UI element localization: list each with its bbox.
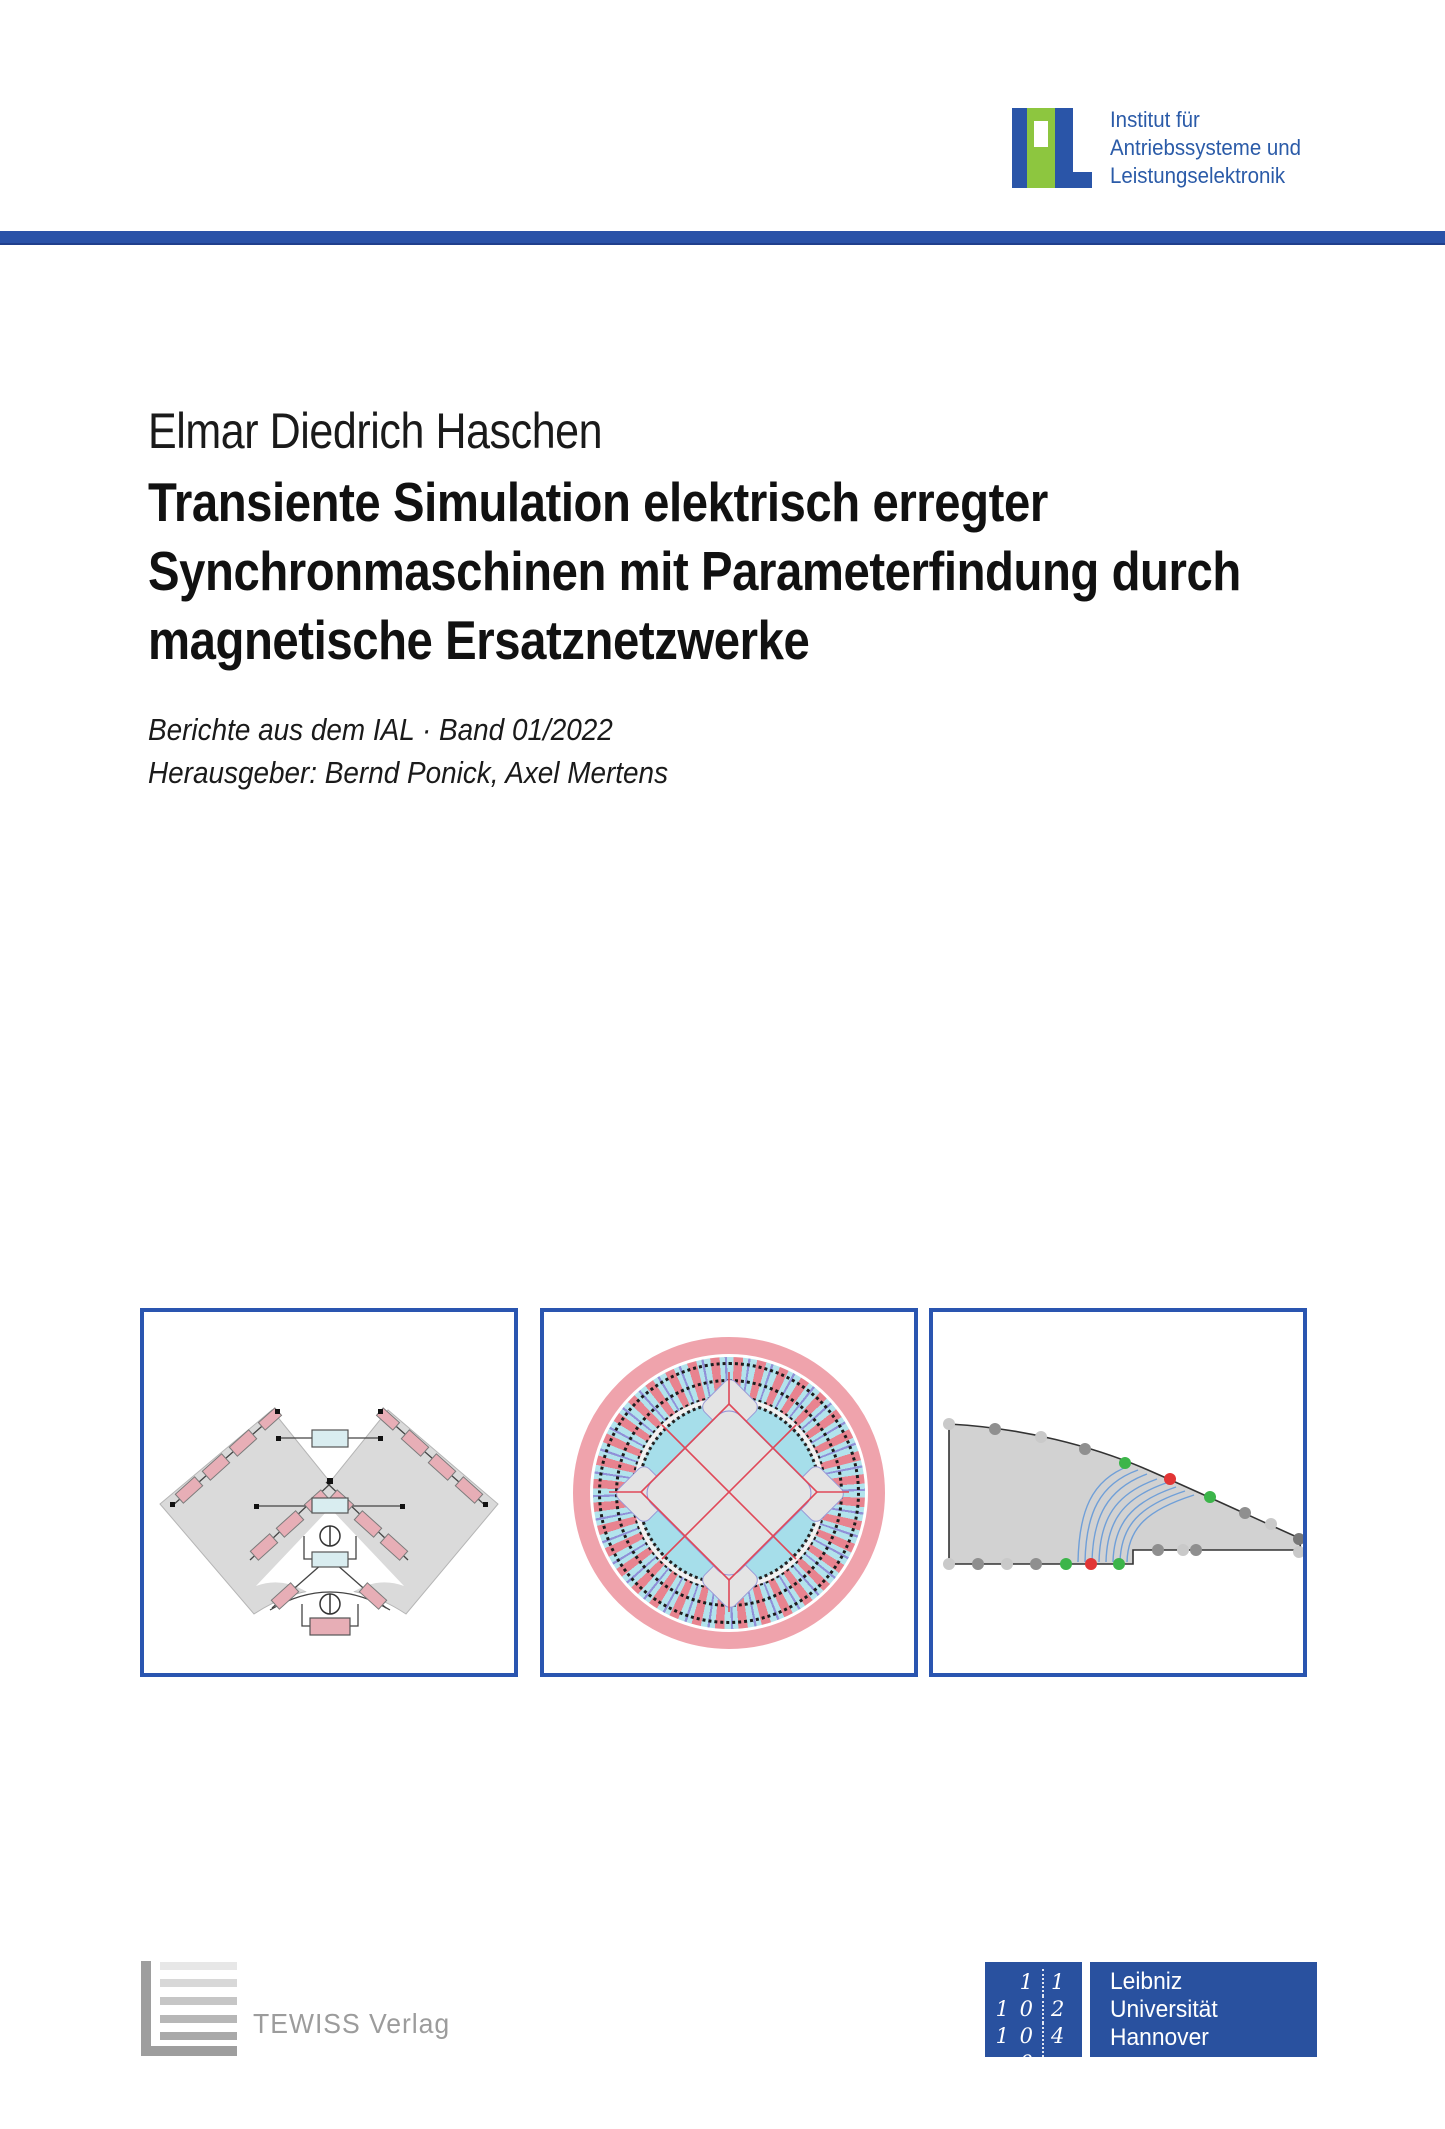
- institute-name-line: Institut für: [1110, 107, 1200, 132]
- decimal-digit: 1: [1042, 1969, 1077, 1996]
- book-title: [148, 468, 1241, 675]
- center-red-network-lines: [544, 1312, 914, 1673]
- university-name-line: Leibniz: [1110, 1968, 1183, 1995]
- series-info: [148, 708, 668, 794]
- circular-reluctance-network-image: [544, 1312, 914, 1673]
- binary-digits: 1 0: [995, 1997, 1035, 2021]
- institute-name-line: Antriebssysteme und: [1110, 135, 1302, 160]
- ial-institute-logo-icon: [1012, 108, 1092, 188]
- institute-name-line: Leistungselektronik: [1110, 163, 1286, 188]
- figure-frame-circular-network: [540, 1308, 918, 1677]
- title-line: magnetische Ersatznetzwerke: [148, 609, 810, 671]
- publisher-name: TEWISS Verlag: [253, 2008, 451, 2039]
- decimal-digit: 2: [1042, 1996, 1077, 2023]
- author-name: Elmar Diedrich Haschen: [148, 403, 603, 459]
- binary-digits: 1 0 0: [995, 2024, 1035, 2075]
- university-name-line: Hannover: [1110, 2024, 1209, 2051]
- series-line: Berichte aus dem IAL · Band 01/2022: [148, 712, 613, 747]
- title-line: Synchronmaschinen mit Parameterfindung durch: [148, 540, 1241, 602]
- decimal-digit: 4: [1042, 2023, 1077, 2077]
- title-line: Transiente Simulation elektrisch erregter: [148, 471, 1048, 533]
- magnetic-equivalent-circuit-fan-image: [144, 1312, 514, 1673]
- editors-line: Herausgeber: Bernd Ponick, Axel Mertens: [148, 755, 669, 790]
- figure-frame-equivalent-circuit: [140, 1308, 518, 1677]
- pole-segment-flux-image: [933, 1312, 1303, 1673]
- leibniz-university-wordmark: [1090, 1962, 1317, 2057]
- figure-frame-pole-flux: [929, 1308, 1307, 1677]
- university-name-line: Universität: [1110, 1996, 1218, 2023]
- institute-name: [1110, 106, 1301, 190]
- tewiss-logo-icon: [141, 1961, 237, 2056]
- leibniz-binary-logo-icon: [985, 1962, 1082, 2075]
- header-divider-bar: [0, 231, 1445, 245]
- binary-digits: 1: [1019, 1970, 1035, 1994]
